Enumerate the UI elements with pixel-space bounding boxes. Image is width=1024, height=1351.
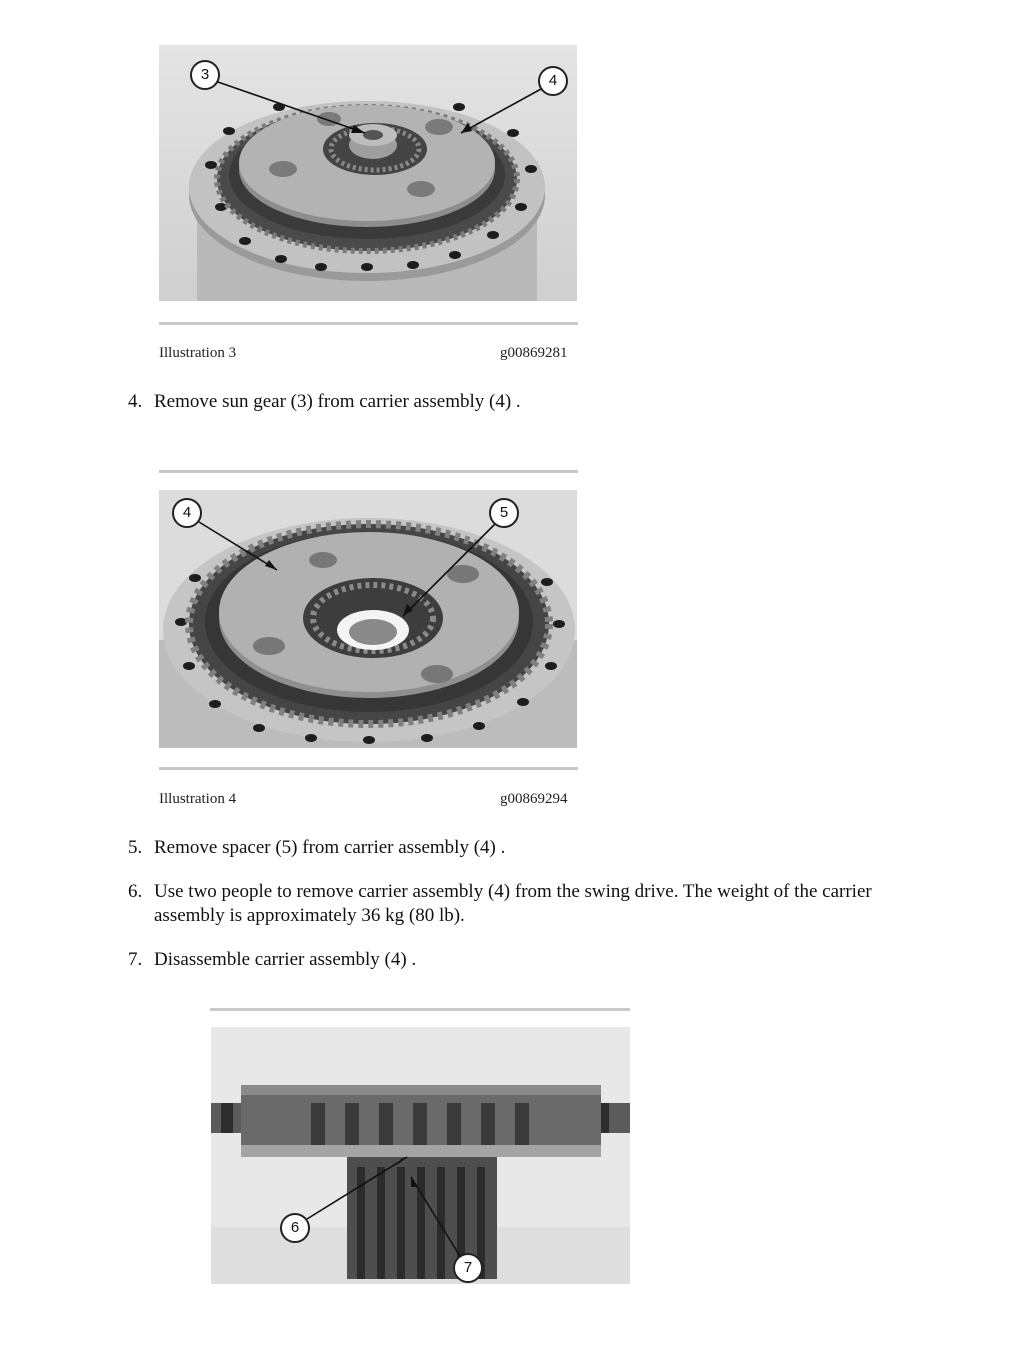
illustration-4-code: g00869294: [500, 791, 568, 807]
illustration-4-photo: [159, 490, 577, 748]
callout-4b: 4: [172, 498, 202, 528]
step-5-text: Remove spacer (5) from carrier assembly (4) .: [154, 837, 506, 858]
illustration-3-rule: [159, 322, 578, 325]
step-7-text: Disassemble carrier assembly (4) .: [154, 949, 417, 970]
illustration-3-label: Illustration 3: [159, 345, 237, 361]
illustration-5-top-rule: [210, 1008, 630, 1011]
illustration-4-label: Illustration 4: [159, 791, 237, 807]
illustration-3-photo: [159, 45, 577, 301]
callout-6: 6: [280, 1213, 310, 1243]
callout-7: 7: [453, 1253, 483, 1283]
callout-3: 3: [190, 60, 220, 90]
step-6: [128, 880, 894, 928]
step-4: [128, 390, 894, 414]
illustration-3-code: g00869281: [500, 345, 568, 361]
step-7-number: 7.: [128, 949, 143, 970]
illustration-4-top-rule: [159, 470, 578, 473]
step-7: [128, 948, 894, 972]
callout-4: 4: [538, 66, 568, 96]
step-6-number: 6.: [128, 881, 143, 902]
step-6-text: Use two people to remove carrier assembly (4) from the swing drive. The weight of the carrier assembly is approximately 36 kg (80 lb).: [154, 881, 872, 926]
callout-5: 5: [489, 498, 519, 528]
step-4-text: Remove sun gear (3) from carrier assembly (4) .: [154, 391, 521, 412]
step-5: [128, 836, 894, 860]
step-4-number: 4.: [128, 391, 143, 412]
step-5-number: 5.: [128, 837, 143, 858]
illustration-5-photo: [211, 1027, 630, 1284]
illustration-4-rule: [159, 767, 578, 770]
